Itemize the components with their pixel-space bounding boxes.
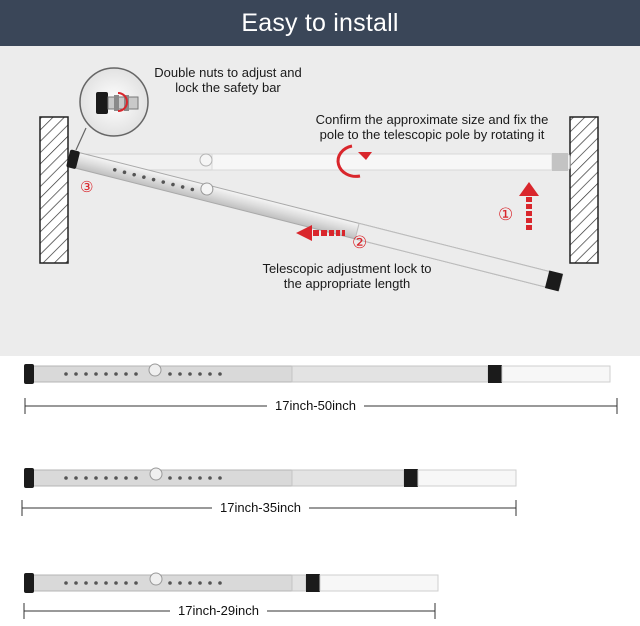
size-label-17-50: 17inch-50inch [267, 398, 364, 413]
step-1-marker: ① [498, 205, 514, 225]
banner-title: Easy to install [241, 8, 399, 37]
callout-confirm-line2: pole to the telescopic pole by rotating it [319, 127, 545, 142]
step-3-marker: ③ [80, 178, 94, 196]
install-diagram [0, 46, 640, 356]
right-wall [570, 117, 598, 263]
title-banner [0, 0, 640, 46]
step-2-marker: ② [352, 233, 368, 253]
size-label-17-29: 17inch-29inch [170, 603, 267, 618]
pole-17-35 [24, 468, 516, 488]
double-nut-detail-icon [76, 68, 148, 150]
callout-lock-line2: the appropriate length [283, 276, 411, 291]
callout-lock-line1: Telescopic adjustment lock to [262, 261, 432, 276]
size-options-panel [0, 356, 640, 626]
left-wall [40, 117, 68, 263]
callout-telescopic-lock [244, 261, 450, 291]
pole-initial-position [80, 153, 570, 171]
pole-17-29 [24, 573, 438, 593]
callout-double-nuts-line2: lock the safety bar [175, 80, 281, 95]
callout-confirm-line1: Confirm the approximate size and fix the [315, 112, 549, 127]
size-poles-drawing [0, 356, 640, 626]
size-label-17-35: 17inch-35inch [212, 500, 309, 515]
install-diagram-panel [0, 46, 640, 356]
callout-confirm-size [296, 112, 568, 142]
pole-17-50 [24, 364, 610, 384]
callout-double-nuts-line1: Double nuts to adjust and [154, 65, 302, 80]
callout-double-nuts [142, 65, 314, 95]
push-up-arrow-icon [519, 182, 539, 230]
